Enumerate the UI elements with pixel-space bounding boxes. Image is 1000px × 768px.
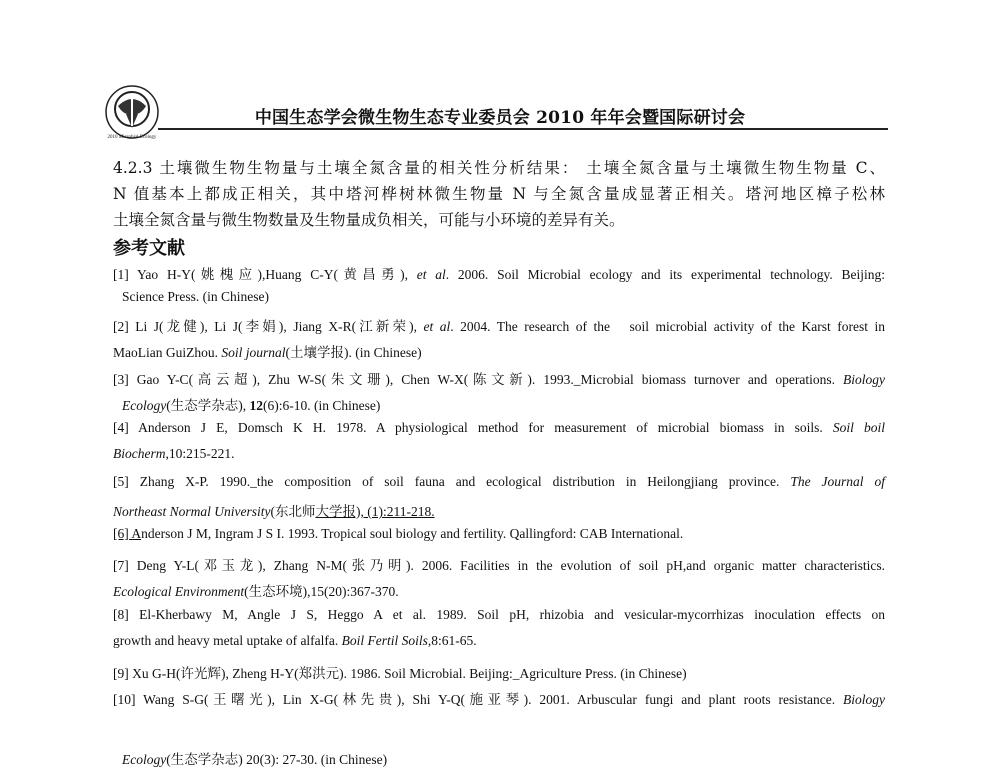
reference-6: [6] Anderson J M, Ingram J S I. 1993. Tropical soul biology and fertility. Qallingford: CAB International. [113,526,684,541]
reference-8: [8] El-Kherbawy M, Angle J S, Heggo A et al. 1989. Soil pH, rhizobia and vesicular-mycorrhizas inoculation effects on [113,607,885,622]
reference-5: [5] Zhang X-P. 1990._the composition of soil fauna and ecological distribution in Heilongjiang province. The Journal of [113,474,886,489]
reference-2: [2] Li J(龙健), Li J(李娟), Jiang X-R(江新荣), et al. 2004. The research of the soil microbial activity of the Karst forest in [113,319,886,334]
header-rule [158,128,888,130]
body-line: 4.2.3 土壤微生物生物量与土壤全氮含量的相关性分析结果： 土壤全氮含量与土壤微生物生物量 C、 [113,159,885,177]
reference-4-cont: Biocherm,10:215-221. [113,446,235,461]
reference-9: [9] Xu G-H(许光辉), Zheng H-Y(郑洪元). 1986. Soil Microbial. Beijing:_Agriculture Press. (in Chinese) [113,666,687,681]
reference-4: [4] Anderson J E, Domsch K H. 1978. A physiological method for measurement of microbial biomass in soils. Soil boil [113,420,885,435]
reference-2-cont: MaoLian GuiZhou. Soil journal(土壤学报). (in Chinese) [113,345,422,360]
reference-3: [3] Gao Y-C(高云超), Zhu W-S(朱文珊), Chen W-X(陈文新). 1993._Microbial biomass turnover and operations. Biology [113,372,885,387]
references-heading: 参考文献 [113,238,185,259]
reference-5-cont: Northeast Normal University(东北师大学报), (1):211-218. [113,504,435,519]
body-line: 土壤全氮含量与微生物数量及生物量成负相关，可能与小环境的差异有关。 [113,211,625,229]
reference-1-cont: Science Press. (in Chinese) [122,289,269,304]
reference-3-cont: Ecology(生态学杂志), 12(6):6-10. (in Chinese) [122,398,381,413]
reference-10-cont: Ecology(生态学杂志) 20(3): 27-30. (in Chinese) [122,752,388,767]
conference-header-title: 中国生态学会微生物生态专业委员会 2010 年年会暨国际研讨会 [254,108,746,128]
reference-1: [1] Yao H-Y(姚槐应),Huang C-Y(黄昌勇), et al. 2006. Soil Microbial ecology and its experimental technology. Beijing: [113,267,885,282]
body-line: N 值基本上都成正相关，其中塔河桦树林微生物量 N 与全氮含量成显著正相关。塔河地区樟子松林 [113,185,885,203]
svg-text:2010 Microbial Ecology: 2010 Microbial Ecology [107,135,157,140]
reference-10: [10] Wang S-G(王曙光), Lin X-G(林先贵), Shi Y-Q(施亚琴). 2001. Arbuscular fungi and plant roots resistance. Biology [113,692,885,707]
reference-8-cont: growth and heavy metal uptake of alfalfa. Boil Fertil Soils,8:61-65. [113,633,477,648]
conference-logo [104,84,160,140]
reference-7-cont: Ecological Environment(生态环境),15(20):367-370. [113,584,399,599]
reference-7: [7] Deng Y-L(邓玉龙), Zhang N-M(张乃明). 2006. Facilities in the evolution of soil pH,and organic matter characteristics. [113,558,885,573]
